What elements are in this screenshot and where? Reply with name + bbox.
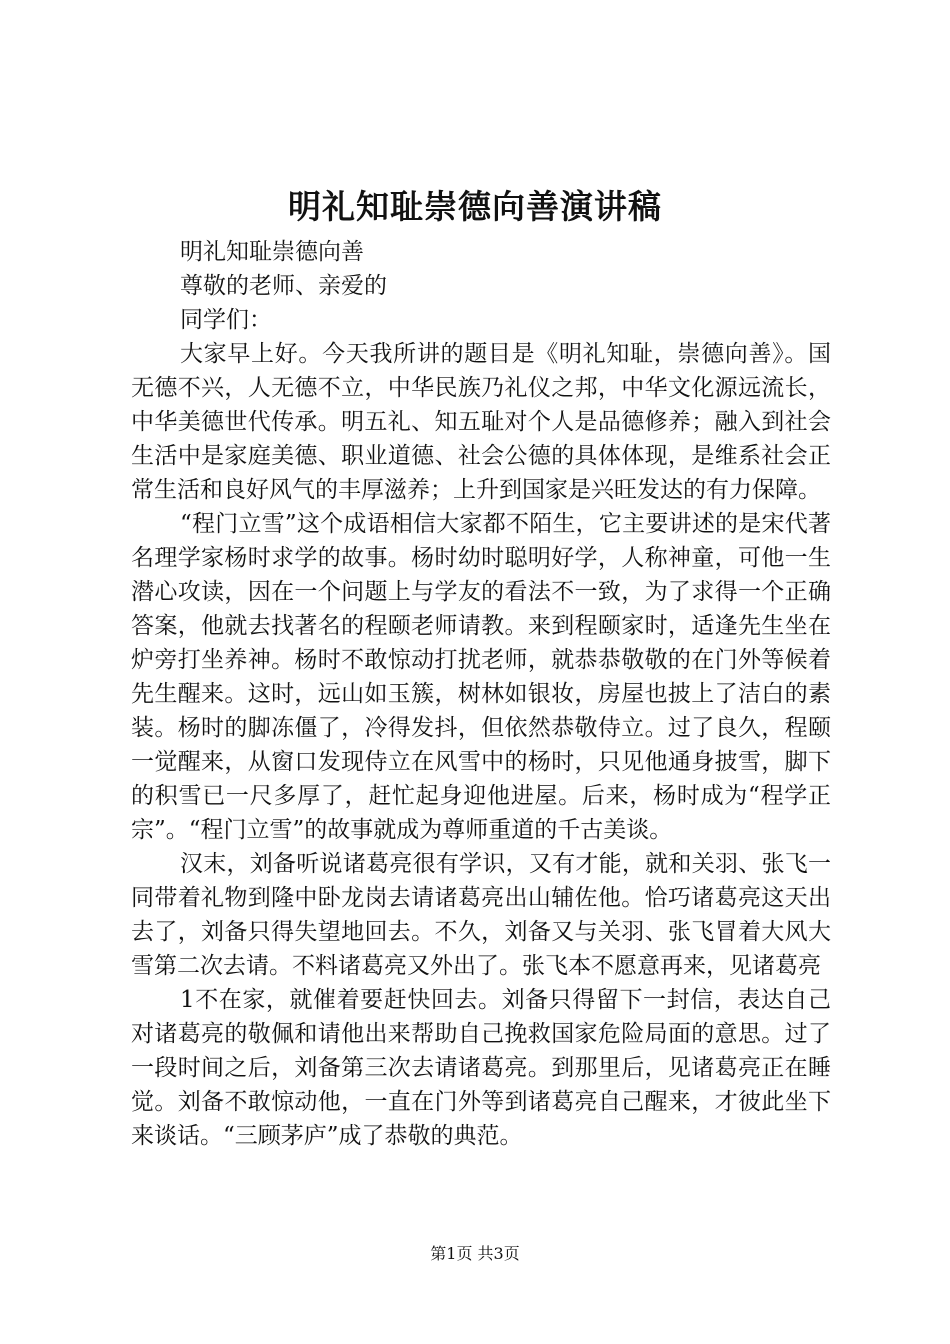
paragraph-san-gu-mao-lu: 1不在家，就催着要赶快回去。刘备只得留下一封信，表达自己对诸葛亮的敬佩和请他出来帮助自己挽救国家危险局面的意思。过了一段时间之后，刘备第三次去请诸葛亮。到那里后，见诸葛亮正在睡觉。刘备不敢惊动他，一直在门外等到诸葛亮自己醒来，才彼此坐下来谈话。“三顾茅庐”成了恭敬的典范。 [131, 987, 831, 1149]
document-body [131, 235, 831, 1153]
greeting-line-2: 同学们： [180, 307, 272, 333]
greeting-line: 尊敬的老师、亲爱的 [180, 273, 387, 299]
subtitle-line: 明礼知耻崇德向善 [180, 239, 364, 265]
paragraph-cheng-men-li-xue: “程门立雪”这个成语相信大家都不陌生，它主要讲述的是宋代著名理学家杨时求学的故事。杨时幼时聪明好学，人称神童，可他一生潜心攻读，因在一个问题上与学友的看法不一致，为了求得一个正确答案，他就去找著名的程颐老师请教。来到程颐家时，适逢先生坐在炉旁打坐养神。杨时不敢惊动打扰老师，就恭恭敬敬的在门外等候着先生醒来。这时，远山如玉簇，树林如银妆，房屋也披上了洁白的素装。杨时的脚冻僵了，冷得发抖，但依然恭敬侍立。过了良久，程颐一觉醒来，从窗口发现侍立在风雪中的杨时，只见他通身披雪，脚下的积雪已一尺多厚了，赶忙起身迎他进屋。后来，杨时成为“程学正宗”。“程门立雪”的故事就成为尊师重道的千古美谈。 [131, 511, 831, 843]
paragraph-liu-bei: 汉末，刘备听说诸葛亮很有学识，又有才能，就和关羽、张飞一同带着礼物到隆中卧龙岗去请诸葛亮出山辅佐他。恰巧诸葛亮这天出去了，刘备只得失望地回去。不久，刘备又与关羽、张飞冒着大风大雪第二次去请。不料诸葛亮又外出了。张飞本不愿意再来，见诸葛亮 [131, 851, 831, 979]
document-title: 明礼知耻崇德向善演讲稿 [288, 187, 662, 226]
page-footer: 第1页 共3页 [430, 1244, 520, 1263]
paragraph-intro: 大家早上好。今天我所讲的题目是《明礼知耻，崇德向善》。国无德不兴，人无德不立，中华民族乃礼仪之邦，中华文化源远流长，中华美德世代传承。明五礼、知五耻对个人是品德修养；融入到社会生活中是家庭美德、职业道德、社会公德的具体体现，是维系社会正常生活和良好风气的丰厚滋养；上升到国家是兴旺发达的有力保障。 [131, 341, 831, 503]
